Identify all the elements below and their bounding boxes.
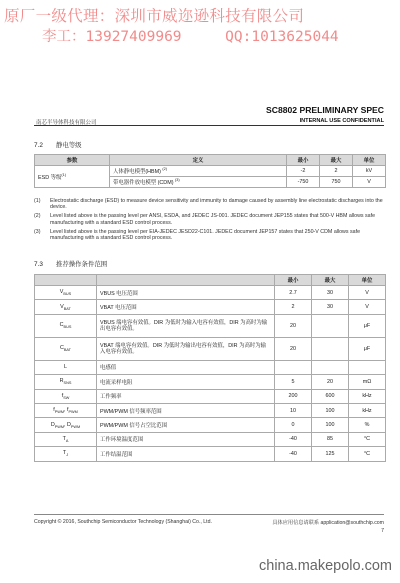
table-header-row bbox=[35, 275, 386, 286]
table-cell: μF bbox=[349, 337, 386, 360]
symbol-cell: L bbox=[35, 360, 97, 374]
symbol-cell: $V_{BAT}$ bbox=[35, 300, 97, 314]
symbol-cell: $f_{PWM}$, $f_{PWM}$ bbox=[35, 403, 97, 417]
symbol-cell: $C_{BAT}$ bbox=[35, 337, 97, 360]
table-row bbox=[35, 360, 386, 374]
table-row bbox=[35, 447, 386, 461]
table-cell: 人体静电模型(HBM) $^{(2)}$ bbox=[110, 166, 287, 177]
confidential-label: INTERNAL USE CONFIDENTIAL bbox=[299, 118, 384, 124]
table-cell: VBAT 电压范围 bbox=[97, 300, 275, 314]
section-number: 7.3 bbox=[34, 261, 43, 268]
column-header: 最小 bbox=[275, 275, 312, 286]
table-cell: 5 bbox=[275, 375, 312, 389]
table-row bbox=[35, 375, 386, 389]
section-number: 7.2 bbox=[34, 142, 43, 149]
note-item: (2) Level listed above is the passing level per ANSI, ESDA, and JEDEC JS-001. JEDEC document JEP155 states that 500-V HBM allows safe manufacturing with a standard ESD control process. bbox=[34, 213, 376, 226]
table-cell bbox=[312, 360, 349, 374]
table-cell: 20 bbox=[275, 337, 312, 360]
column-header: 单位 bbox=[349, 275, 386, 286]
table-cell: V bbox=[349, 300, 386, 314]
copyright-text: Copyright © 2016, Southchip Semiconductor Technology (Shanghai) Co., Ltd. bbox=[34, 519, 212, 525]
table-cell: V bbox=[349, 286, 386, 300]
table-cell: V bbox=[353, 177, 386, 188]
table-cell: VBUS 端电容有效值。DIR 为低时为输入电容有效值，DIR 为高时为输出电容有效值。 bbox=[97, 314, 275, 337]
symbol-cell: $D_{PWM}$, $D_{PWM}$ bbox=[35, 418, 97, 432]
header-divider bbox=[34, 125, 384, 126]
section-title: 静电等级 bbox=[56, 142, 82, 149]
table-cell bbox=[312, 337, 349, 360]
table-row bbox=[35, 166, 386, 177]
table-cell: VBUS 电压范围 bbox=[97, 286, 275, 300]
table-cell: °C bbox=[349, 447, 386, 461]
site-watermark: china.makepolo.com bbox=[259, 558, 392, 574]
note-item: (3) Level listed above is the passing level per EIA-JEDEC JESD22-C101. JEDEC document JEP157 states that 250-V CDM allows safe manufacturing with a standard ESD control process. bbox=[34, 228, 361, 242]
table-cell: 电流采样电阻 bbox=[97, 375, 275, 389]
table-cell: 125 bbox=[312, 447, 349, 461]
table-row bbox=[35, 432, 386, 446]
table-row bbox=[35, 389, 386, 403]
table-cell: -2 bbox=[287, 166, 320, 177]
table-row bbox=[35, 314, 386, 337]
company-name: 南芯半导体科技有限公司 bbox=[36, 120, 97, 126]
table-cell: 0 bbox=[275, 418, 312, 432]
table-cell: 100 bbox=[312, 403, 349, 417]
recommended-conditions-table bbox=[34, 274, 386, 462]
column-header: 定义 bbox=[110, 155, 287, 166]
table-cell bbox=[275, 360, 312, 374]
table-row bbox=[35, 300, 386, 314]
column-header bbox=[35, 275, 97, 286]
footer-divider bbox=[34, 514, 384, 515]
table-cell: μF bbox=[349, 314, 386, 337]
table-cell bbox=[312, 314, 349, 337]
table-cell: 2 bbox=[275, 300, 312, 314]
table-cell bbox=[349, 360, 386, 374]
page-number: 7 bbox=[381, 528, 384, 534]
table-cell: -40 bbox=[275, 432, 312, 446]
column-header bbox=[97, 275, 275, 286]
table-cell: 200 bbox=[275, 389, 312, 403]
symbol-cell: $T_A$ bbox=[35, 432, 97, 446]
column-header: 最大 bbox=[312, 275, 349, 286]
table-cell: % bbox=[349, 418, 386, 432]
table-cell: kV bbox=[353, 166, 386, 177]
symbol-cell: $T_J$ bbox=[35, 447, 97, 461]
table-row bbox=[35, 403, 386, 417]
table-cell: °C bbox=[349, 432, 386, 446]
esd-table bbox=[34, 154, 386, 188]
column-header: 单位 bbox=[353, 155, 386, 166]
contact-text: 具体应用信息请联系 application@southchip.com bbox=[272, 520, 384, 526]
esd-notes bbox=[34, 198, 386, 244]
table-cell: 600 bbox=[312, 389, 349, 403]
table-cell: 工作频率 bbox=[97, 389, 275, 403]
section-heading-esd bbox=[34, 140, 82, 149]
table-cell: 30 bbox=[312, 300, 349, 314]
table-cell: 100 bbox=[312, 418, 349, 432]
table-cell: -40 bbox=[275, 447, 312, 461]
table-row bbox=[35, 418, 386, 432]
section-title: 推荐操作条件范围 bbox=[56, 261, 108, 268]
column-header: 最大 bbox=[320, 155, 353, 166]
table-row bbox=[35, 286, 386, 300]
column-header: 参数 bbox=[35, 155, 110, 166]
section-heading-roc bbox=[34, 259, 107, 268]
symbol-cell: $R_{SNS}$ bbox=[35, 375, 97, 389]
column-header: 最小 bbox=[287, 155, 320, 166]
table-cell: PWM/PWM 信号占空比范围 bbox=[97, 418, 275, 432]
watermark-line2: 李工：13927409969 QQ:1013625044 bbox=[42, 29, 339, 45]
table-cell: 30 bbox=[312, 286, 349, 300]
spec-title: SC8802 PRELIMINARY SPEC bbox=[266, 105, 384, 115]
table-cell: PWM/PWM 信号频率范围 bbox=[97, 403, 275, 417]
table-cell: 20 bbox=[275, 314, 312, 337]
table-cell: 750 bbox=[320, 177, 353, 188]
table-cell: 带电器件放电模型 (CDM) $^{(3)}$ bbox=[110, 177, 287, 188]
table-cell: 20 bbox=[312, 375, 349, 389]
table-cell: 2.7 bbox=[275, 286, 312, 300]
symbol-cell: $f_{SW}$ bbox=[35, 389, 97, 403]
table-cell: 工作环境温度范围 bbox=[97, 432, 275, 446]
table-cell: 电感值 bbox=[97, 360, 275, 374]
table-cell: kHz bbox=[349, 389, 386, 403]
table-cell: 10 bbox=[275, 403, 312, 417]
note-item: (1) Electrostatic discharge (ESD) to measure device sensitivity and immunity to damage caused by assembly line electrostatic discharges into the device. bbox=[34, 198, 383, 211]
table-cell: -750 bbox=[287, 177, 320, 188]
table-cell: mΩ bbox=[349, 375, 386, 389]
symbol-cell: $V_{BUS}$ bbox=[35, 286, 97, 300]
table-cell: 2 bbox=[320, 166, 353, 177]
esd-param-cell: ESD 等级$^{(1)}$ bbox=[35, 166, 110, 188]
table-header-row bbox=[35, 155, 386, 166]
table-cell: kHz bbox=[349, 403, 386, 417]
table-cell: 85 bbox=[312, 432, 349, 446]
watermark-line1: 原厂一级代理：深圳市威迩逊科技有限公司 bbox=[4, 7, 305, 25]
table-cell: 工作结温范围 bbox=[97, 447, 275, 461]
symbol-cell: $C_{BUS}$ bbox=[35, 314, 97, 337]
table-row bbox=[35, 337, 386, 360]
table-cell: VBAT 端电容有效值。DIR 为低时为输出电容有效值，DIR 为高时为输入电容有效值。 bbox=[97, 337, 275, 360]
